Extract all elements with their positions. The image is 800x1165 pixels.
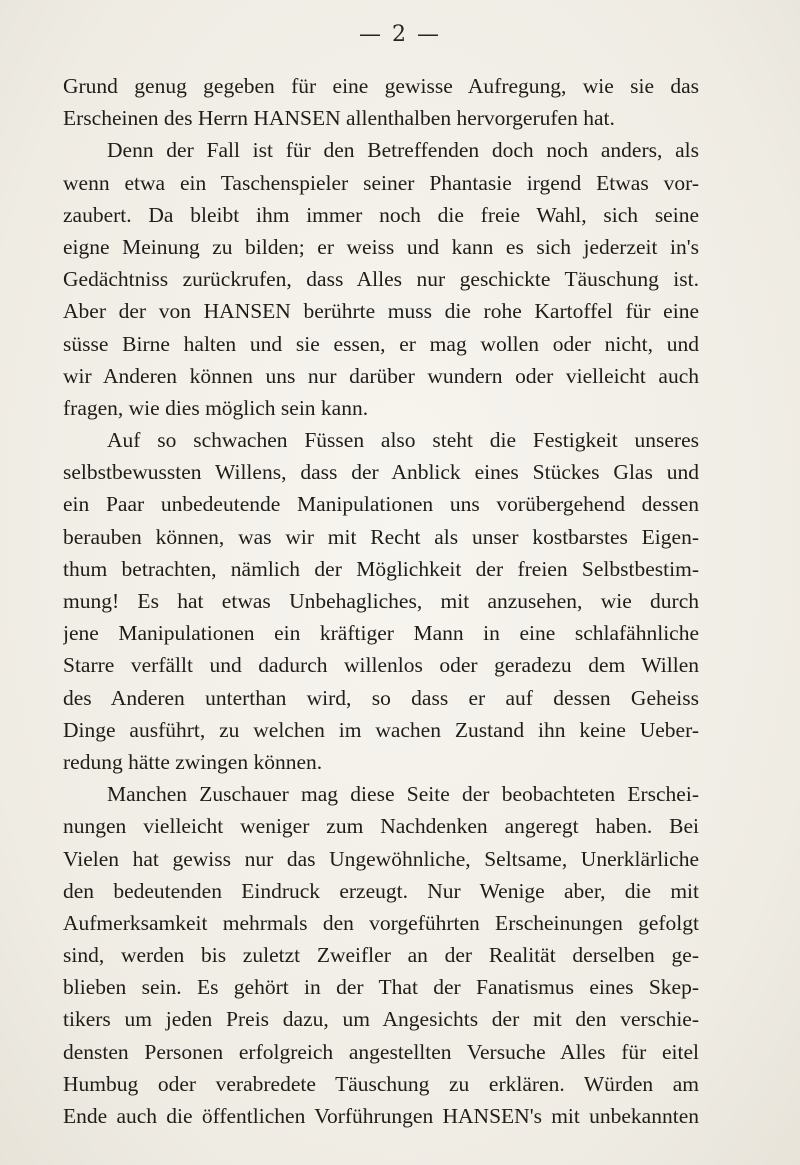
text-line: eigne Meinung zu bilden; er weiss und kann es sich jederzeit in's [63, 234, 699, 259]
text-line: tikers um jeden Preis dazu, um Angesichts der mit den verschie- [63, 1007, 699, 1032]
text-line: mung! Es hat etwas Unbehagliches, mit anzusehen, wie durch [63, 589, 699, 613]
body-text [63, 70, 699, 1132]
text-line: Ende auch die öffentlichen Vorführungen HANSEN's mit unbekannten [63, 1104, 699, 1128]
text-line: thum betrachten, nämlich der Möglichkeit der freien Selbstbestim- [63, 556, 699, 581]
page-number: — 2 — [359, 22, 441, 47]
text-line: densten Personen erfolgreich angestellten Versuche Alles für eitel [63, 1039, 699, 1064]
text-line: Vielen hat gewiss nur das Ungewöhnliche, Seltsame, Unerklärliche [63, 846, 699, 871]
text-line: jene Manipulationen ein kräftiger Mann in eine schlafähnliche [63, 621, 699, 646]
text-line: Dinge ausführt, zu welchen im wachen Zustand ihn keine Ueber- [63, 717, 699, 742]
text-line: Manchen Zuschauer mag diese Seite der beobachteten Erschei- [107, 782, 699, 807]
text-line: Auf so schwachen Füssen also steht die Festigkeit unseres [107, 428, 699, 453]
text-line: Grund genug gegeben für eine gewisse Aufregung, wie sie das [63, 74, 699, 98]
text-line: Gedächtniss zurückrufen, dass Alles nur geschickte Täuschung ist. [63, 267, 699, 292]
text-line: des Anderen unterthan wird, so dass er auf dessen Geheiss [63, 685, 699, 710]
text-line: selbstbewussten Willens, dass der Anblick eines Stückes Glas und [63, 460, 699, 485]
text-line: sind, werden bis zuletzt Zweifler an der Realität derselben ge- [63, 943, 699, 968]
text-line: nungen vielleicht weniger zum Nachdenken angeregt haben. Bei [63, 814, 699, 839]
text-line: fragen, wie dies möglich sein kann. [63, 395, 369, 420]
text-line: zaubert. Da bleibt ihm immer noch die freie Wahl, sich seine [63, 202, 699, 227]
text-line: Aufmerksamkeit mehrmals den vorgeführten Erscheinungen gefolgt [63, 910, 699, 935]
text-line: berauben können, was wir mit Recht als unser kostbarstes Eigen- [63, 524, 699, 549]
text-line: den bedeutenden Eindruck erzeugt. Nur Wenige aber, die mit [63, 878, 699, 903]
text-line: ein Paar unbedeutende Manipulationen uns vorübergehend dessen [63, 492, 699, 517]
text-line: Humbug oder verabredete Täuschung zu erklären. Würden am [63, 1071, 699, 1096]
text-line: süsse Birne halten und sie essen, er mag wollen oder nicht, und [63, 331, 699, 356]
text-line: redung hätte zwingen können. [63, 749, 323, 774]
text-line: Erscheinen des Herrn HANSEN allenthalben hervorgerufen hat. [63, 106, 615, 131]
text-line: wenn etwa ein Taschenspieler seiner Phantasie irgend Etwas vor- [63, 170, 699, 195]
text-line: wir Anderen können uns nur darüber wundern oder vielleicht auch [63, 363, 699, 388]
text-line: Starre verfällt und dadurch willenlos oder geradezu dem Willen [63, 653, 699, 678]
text-line: blieben sein. Es gehört in der That der Fanatismus eines Skep- [63, 975, 699, 1000]
text-line: Denn der Fall ist für den Betreffenden doch noch anders, als [107, 138, 699, 163]
text-line: Aber der von HANSEN berührte muss die rohe Kartoffel für eine [63, 299, 699, 324]
